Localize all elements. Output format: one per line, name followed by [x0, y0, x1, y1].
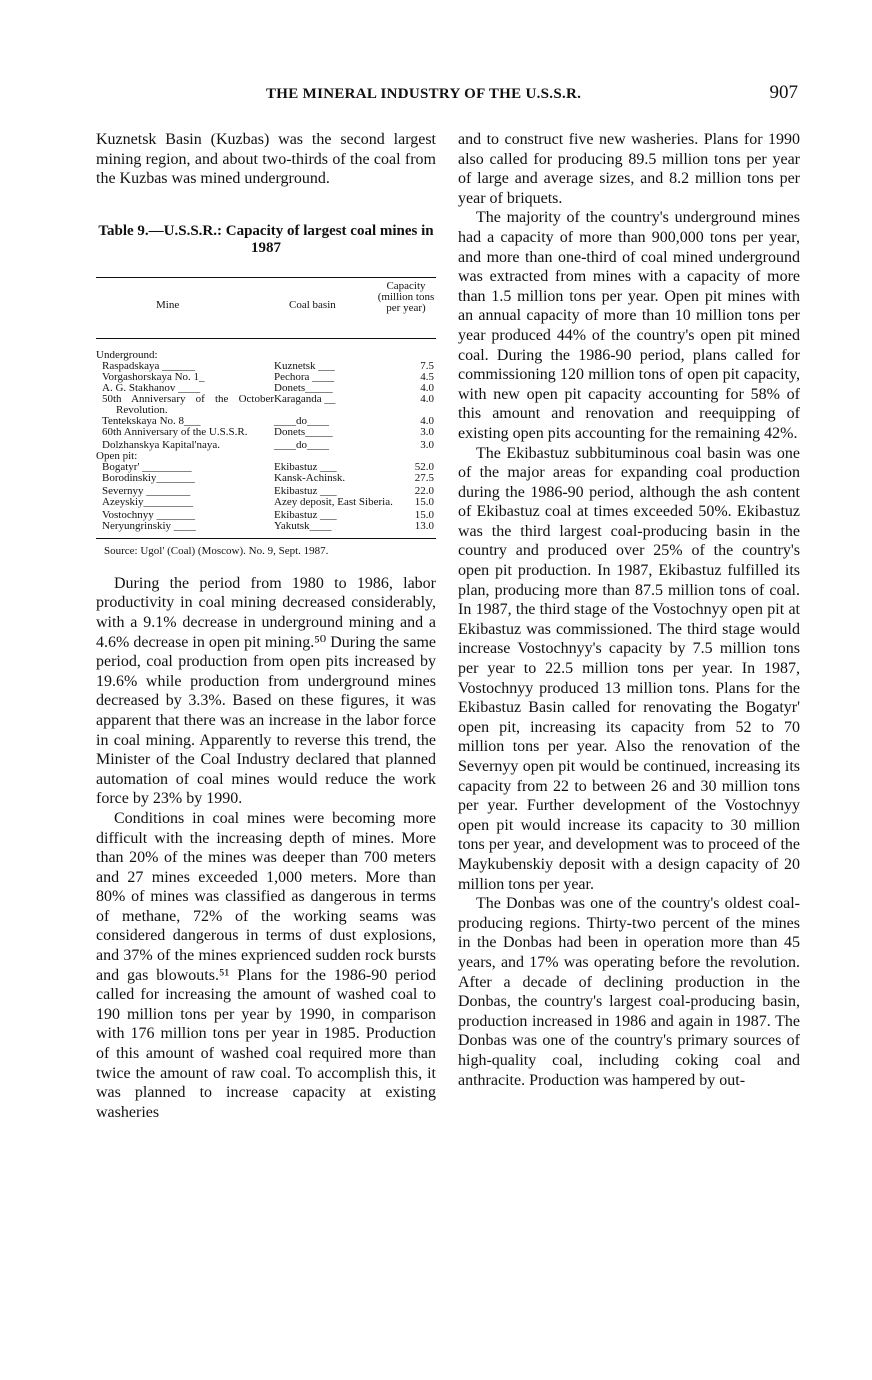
capacity-value: 4.5	[420, 370, 434, 383]
capacity-value: 4.0	[420, 414, 434, 427]
table-header	[96, 278, 436, 338]
mine-name: 60th Anniversary of the U.S.S.R.	[102, 425, 248, 438]
paragraph: Kuznetsk Basin (Kuzbas) was the second largest mining region, and about two-thirds of the coal from the Kuzbas was mined underground.	[96, 131, 436, 188]
mine-name: A. G. Stakhanov ____	[102, 381, 201, 394]
capacity-value: 15.0	[414, 508, 434, 521]
table-title: Table 9.—U.S.S.R.: Capacity of largest coal mines in 1987	[98, 222, 434, 256]
mine-name: Vorgashorskaya No. 1_	[102, 370, 205, 383]
capacity-value: 4.0	[420, 381, 434, 394]
coal-basin: Donets_____	[274, 425, 333, 438]
paragraph: The Ekibastuz subbituminous coal basin was one of the major areas for expanding coal production during the 1986-90 period, although the ash content of Ekibastuz coal at times exceeded 50%. Ekibastuz was the third largest coal-producing basin in the country and produced over 25% of the country's open pit production. In 1987, Ekibastuz fulfilled its plan, producing more than 87.5 million tons of coal. In 1987, the third stage of the Vostochnyy open pit at Ekibastuz was commissioned. The third stage would increase Vostochnyy's capacity by 7.5 million tons per year to 22.5 million tons per year. In 1987, Vostochnyy produced 13 million tons. Plans for the Ekibastuz Basin called for renovating the Bogatyr' open pit, increasing its capacity from 52 to 70 million tons per year. Also the renovation of the Severnyy open pit would be continued, increasing its capacity from 22 to between 26 and 30 million tons per year. Further development of the Vostochnyy open pit would increase its capacity to 30 million tons per year, and development was to proceed of the Maykubenskiy deposit with a design capacity of 20 million tons per year.	[458, 444, 800, 893]
table-source-note: Source: Ugol' (Coal) (Moscow). No. 9, Sept. 1987.	[104, 544, 329, 557]
right-column	[458, 130, 800, 1090]
coal-basin: ____do____	[274, 438, 329, 451]
paragraph: The majority of the country's underground mines had a capacity of more than 900,000 tons per year, and more than one-third of coal mined underground was extracted from mines with a capacity of more than 1.5 million tons per year. Open pit mines with an annual capacity of more than 10 million tons per year produced 44% of the country's open pit mined coal. During the 1986-90 period, plans called for commissioning 120 million tons of open pit capacity, with new open pit capacity accounting for 58% of this amount and renovation and reequipping of existing open pits accounting for the remaining 42%.	[458, 209, 800, 442]
paragraph: During the period from 1980 to 1986, labor productivity in coal mining decreased considerably, with a 9.1% decrease in underground mining and a 4.6% decrease in open pit mining.⁵⁰ During the same period, coal production from open pits increased by 19.6% while production from underground mines decreased by 3.3%. Based on these figures, it was apparent that there was an increase in the labor force in coal mining. Apparently to reverse this trend, the Minister of the Coal Industry declared that planned automation of coal mines would reduce the work force by 23% by 1990.	[96, 574, 436, 808]
capacity-value: 4.0	[420, 392, 434, 405]
table-rule-bottom	[96, 538, 436, 539]
section-underground: Underground:	[96, 348, 158, 361]
coal-basin: Karaganda __	[274, 392, 336, 405]
table-row	[96, 497, 436, 508]
coal-basin: Kuznetsk ___	[274, 359, 335, 372]
paragraph: Conditions in coal mines were becoming more difficult with the increasing depth of mines. More than 20% of the mines was deeper than 700 meters and 27 mines exceeded 1,000 meters. More than 80% of mines was classified as dangerous in terms of methane, 72% of the working seams was considered dangerous in terms of dust explosions, and 37% of the mines exprienced sudden rock bursts and gas blowouts.⁵¹ Plans for the 1986-90 period called for increasing the amount of washed coal to 190 million tons per year by 1990, in comparison with 176 million tons per year in 1985. Production of this amount of washed coal required more than twice the amount of raw coal. To accomplish this, it was planned to increase capacity at existing washeries	[96, 809, 436, 1121]
coal-basin: Azey deposit, East Siberia.	[274, 495, 393, 508]
column-header-mine: Mine	[156, 298, 180, 311]
left-column	[96, 130, 436, 1122]
capacity-value: 52.0	[414, 460, 434, 473]
coal-basin: Donets_____	[274, 381, 333, 394]
table-row	[96, 473, 436, 484]
mine-name: Bogatyr' _________	[102, 460, 192, 473]
mine-name: Dolzhanskya Kapital'naya.	[102, 438, 221, 451]
capacity-value: 3.0	[420, 438, 434, 451]
capacity-value: 3.0	[420, 425, 434, 438]
mine-name: Vostochnyy _______	[102, 508, 195, 521]
mine-name: Tentekskaya No. 8___	[102, 414, 201, 427]
table-body	[96, 339, 436, 538]
coal-basin: Pechora ____	[274, 370, 335, 383]
table-row	[96, 521, 436, 532]
coal-basin: Ekibastuz ___	[274, 484, 337, 497]
column-header-basin: Coal basin	[289, 298, 336, 311]
coal-basin: Kansk-Achinsk.	[274, 471, 346, 484]
capacity-value: 13.0	[414, 519, 434, 532]
capacity-table	[96, 277, 436, 558]
coal-basin: Yakutsk____	[274, 519, 332, 532]
paragraph: The Donbas was one of the country's oldest coal-producing regions. Thirty-two percent of the mines in the Donbas had been in operation more than 45 years, and 17% was operating before the revolution. After a decade of declining production in the Donbas, the country's largest coal-producing basin, production increased in 1986 and again in 1987. The Donbas was one of the country's primary sources of high-quality coal, including coking coal and anthracite. Production was hampered by out-	[458, 895, 800, 1089]
capacity-value: 22.0	[414, 484, 434, 497]
table-row	[96, 427, 436, 438]
table-row	[96, 394, 436, 416]
mine-name: Borodinskiy_______	[102, 471, 195, 484]
capacity-value: 7.5	[420, 359, 434, 372]
table-row	[96, 440, 436, 451]
mine-name: 50th Anniversary of the October Revolution.	[102, 392, 274, 416]
mine-name: Raspadskaya ______	[102, 359, 196, 372]
mine-name: Azeyskiy_________	[102, 495, 194, 508]
mine-name: Neryungrinskiy ____	[102, 519, 196, 532]
coal-basin: ____do____	[274, 414, 329, 427]
section-open-pit: Open pit:	[96, 449, 138, 462]
coal-basin: Ekibastuz ___	[274, 460, 337, 473]
page-number: 907	[769, 82, 798, 103]
paragraph: and to construct five new washeries. Plans for 1990 also called for producing 89.5 million tons per year of large and average sizes, and 8.2 million tons per year of briquets.	[458, 131, 800, 207]
running-title: THE MINERAL INDUSTRY OF THE U.S.S.R.	[266, 86, 582, 102]
capacity-value: 15.0	[414, 495, 434, 508]
column-header-capacity: Capacity (million tons per year)	[377, 279, 435, 314]
capacity-value: 27.5	[414, 471, 434, 484]
coal-basin: Ekibastuz ___	[274, 508, 337, 521]
mine-name: Severnyy ________	[102, 484, 191, 497]
page-header	[96, 84, 802, 108]
